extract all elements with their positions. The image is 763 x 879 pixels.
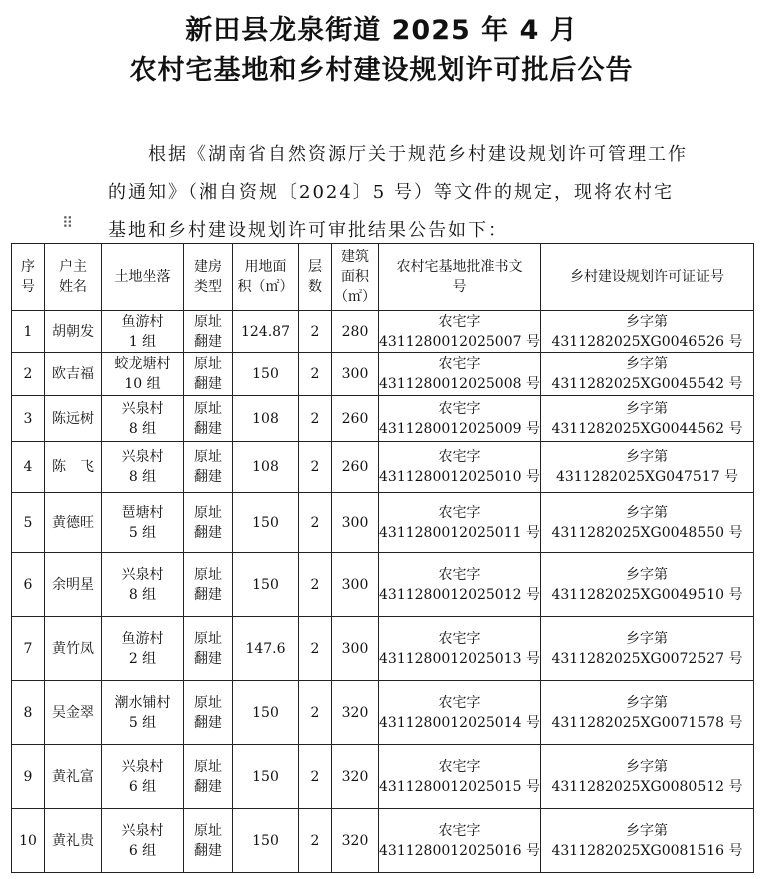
table-row	[12, 396, 754, 442]
cell-land-area: 150	[233, 493, 299, 553]
cell-homestead-no: 农宅字 4311280012025009 号	[379, 396, 541, 442]
cell-location: 兴泉村 6 组	[102, 809, 184, 873]
header-homestead-no: 农村宅基地批准书文 号	[379, 244, 541, 311]
cell-location: 潮水铺村 5 组	[102, 681, 184, 745]
cell-land-area: 150	[233, 681, 299, 745]
cell-build-area: 300	[332, 617, 379, 681]
cell-floors: 2	[299, 493, 332, 553]
header-seq: 序 号	[12, 244, 45, 311]
cell-land-area: 150	[233, 745, 299, 809]
cell-owner: 黄德旺	[45, 493, 102, 553]
title-line-1: 新田县龙泉街道 2025 年 4 月	[185, 15, 578, 46]
cell-seq: 7	[12, 617, 45, 681]
cell-seq: 5	[12, 493, 45, 553]
cell-permit-no: 乡字第 4311282025XG0044562 号	[541, 396, 754, 442]
cell-build-type: 原址 翻建	[184, 353, 233, 396]
cell-floors: 2	[299, 311, 332, 353]
drag-handle-icon[interactable]: ⠿	[62, 214, 72, 232]
title-line-2: 农村宅基地和乡村建设规划许可批后公告	[129, 55, 634, 86]
cell-seq: 2	[12, 353, 45, 396]
cell-build-area: 280	[332, 311, 379, 353]
cell-homestead-no: 农宅字 4311280012025007 号	[379, 311, 541, 353]
cell-homestead-no: 农宅字 4311280012025014 号	[379, 681, 541, 745]
header-build-area: 建筑 面积 （㎡）	[332, 244, 379, 311]
cell-seq: 1	[12, 311, 45, 353]
cell-land-area: 150	[233, 809, 299, 873]
cell-location: 蛟龙塘村 10 组	[102, 353, 184, 396]
cell-build-area: 260	[332, 442, 379, 493]
header-permit-no: 乡村建设规划许可证证号	[541, 244, 754, 311]
cell-homestead-no: 农宅字 4311280012025010 号	[379, 442, 541, 493]
cell-seq: 10	[12, 809, 45, 873]
table-row	[12, 745, 754, 809]
cell-land-area: 150	[233, 553, 299, 617]
cell-homestead-no: 农宅字 4311280012025015 号	[379, 745, 541, 809]
cell-homestead-no: 农宅字 4311280012025011 号	[379, 493, 541, 553]
cell-build-type: 原址 翻建	[184, 745, 233, 809]
cell-permit-no: 乡字第 4311282025XG0080512 号	[541, 745, 754, 809]
cell-build-type: 原址 翻建	[184, 493, 233, 553]
cell-build-area: 300	[332, 353, 379, 396]
cell-build-area: 320	[332, 809, 379, 873]
table-row	[12, 553, 754, 617]
cell-owner: 吴金翠	[45, 681, 102, 745]
cell-permit-no: 乡字第 4311282025XG0048550 号	[541, 493, 754, 553]
cell-floors: 2	[299, 553, 332, 617]
cell-build-type: 原址 翻建	[184, 681, 233, 745]
cell-permit-no: 乡字第 4311282025XG0045542 号	[541, 353, 754, 396]
cell-build-area: 260	[332, 396, 379, 442]
cell-build-type: 原址 翻建	[184, 553, 233, 617]
header-build-type: 建房 类型	[184, 244, 233, 311]
cell-permit-no: 乡字第 4311282025XG0081516 号	[541, 809, 754, 873]
cell-build-type: 原址 翻建	[184, 311, 233, 353]
cell-homestead-no: 农宅字 4311280012025008 号	[379, 353, 541, 396]
cell-seq: 3	[12, 396, 45, 442]
cell-land-area: 147.6	[233, 617, 299, 681]
header-owner: 户主 姓名	[45, 244, 102, 311]
cell-location: 鱼游村 2 组	[102, 617, 184, 681]
cell-location: 琶塘村 5 组	[102, 493, 184, 553]
table-header-row	[12, 244, 754, 311]
cell-homestead-no: 农宅字 4311280012025012 号	[379, 553, 541, 617]
cell-permit-no: 乡字第 4311282025XG0072527 号	[541, 617, 754, 681]
cell-build-type: 原址 翻建	[184, 617, 233, 681]
cell-permit-no: 乡字第 4311282025XG0071578 号	[541, 681, 754, 745]
cell-permit-no: 乡字第 4311282025XG047517 号	[541, 442, 754, 493]
table-row	[12, 681, 754, 745]
table-row	[12, 617, 754, 681]
cell-owner: 黄礼贵	[45, 809, 102, 873]
cell-floors: 2	[299, 353, 332, 396]
cell-build-area: 320	[332, 681, 379, 745]
cell-build-type: 原址 翻建	[184, 809, 233, 873]
cell-floors: 2	[299, 745, 332, 809]
cell-seq: 9	[12, 745, 45, 809]
cell-permit-no: 乡字第 4311282025XG0049510 号	[541, 553, 754, 617]
cell-build-area: 300	[332, 493, 379, 553]
announcement-paragraph: 根据《湖南省自然资源厅关于规范乡村建设规划许可管理工作的通知》（湘自资规〔2024〕5 号）等文件的规定，现将农村宅基地和乡村建设规划许可审批结果公告如下：	[108, 144, 688, 241]
header-land-area: 用地面 积（㎡）	[233, 244, 299, 311]
cell-land-area: 108	[233, 442, 299, 493]
cell-location: 兴泉村 6 组	[102, 745, 184, 809]
cell-owner: 陈 飞	[45, 442, 102, 493]
cell-location: 兴泉村 8 组	[102, 396, 184, 442]
table-row	[12, 809, 754, 873]
cell-build-area: 300	[332, 553, 379, 617]
cell-owner: 余明星	[45, 553, 102, 617]
table-row	[12, 311, 754, 353]
cell-build-type: 原址 翻建	[184, 396, 233, 442]
table-row	[12, 353, 754, 396]
cell-location: 兴泉村 8 组	[102, 442, 184, 493]
cell-seq: 6	[12, 553, 45, 617]
cell-owner: 黄礼富	[45, 745, 102, 809]
cell-land-area: 108	[233, 396, 299, 442]
cell-location: 鱼游村 1 组	[102, 311, 184, 353]
cell-owner: 陈远树	[45, 396, 102, 442]
header-location: 土地坐落	[102, 244, 184, 311]
cell-build-type: 原址 翻建	[184, 442, 233, 493]
cell-owner: 胡朝发	[45, 311, 102, 353]
cell-land-area: 124.87	[233, 311, 299, 353]
cell-floors: 2	[299, 617, 332, 681]
cell-location: 兴泉村 8 组	[102, 553, 184, 617]
cell-owner: 欧吉福	[45, 353, 102, 396]
cell-homestead-no: 农宅字 4311280012025013 号	[379, 617, 541, 681]
table-row	[12, 493, 754, 553]
cell-floors: 2	[299, 809, 332, 873]
cell-floors: 2	[299, 681, 332, 745]
cell-floors: 2	[299, 396, 332, 442]
header-floors: 层 数	[299, 244, 332, 311]
cell-homestead-no: 农宅字 4311280012025016 号	[379, 809, 541, 873]
cell-seq: 8	[12, 681, 45, 745]
approval-table	[11, 243, 754, 873]
cell-build-area: 320	[332, 745, 379, 809]
cell-seq: 4	[12, 442, 45, 493]
cell-permit-no: 乡字第 4311282025XG0046526 号	[541, 311, 754, 353]
cell-floors: 2	[299, 442, 332, 493]
table-row	[12, 442, 754, 493]
cell-land-area: 150	[233, 353, 299, 396]
cell-owner: 黄竹凤	[45, 617, 102, 681]
